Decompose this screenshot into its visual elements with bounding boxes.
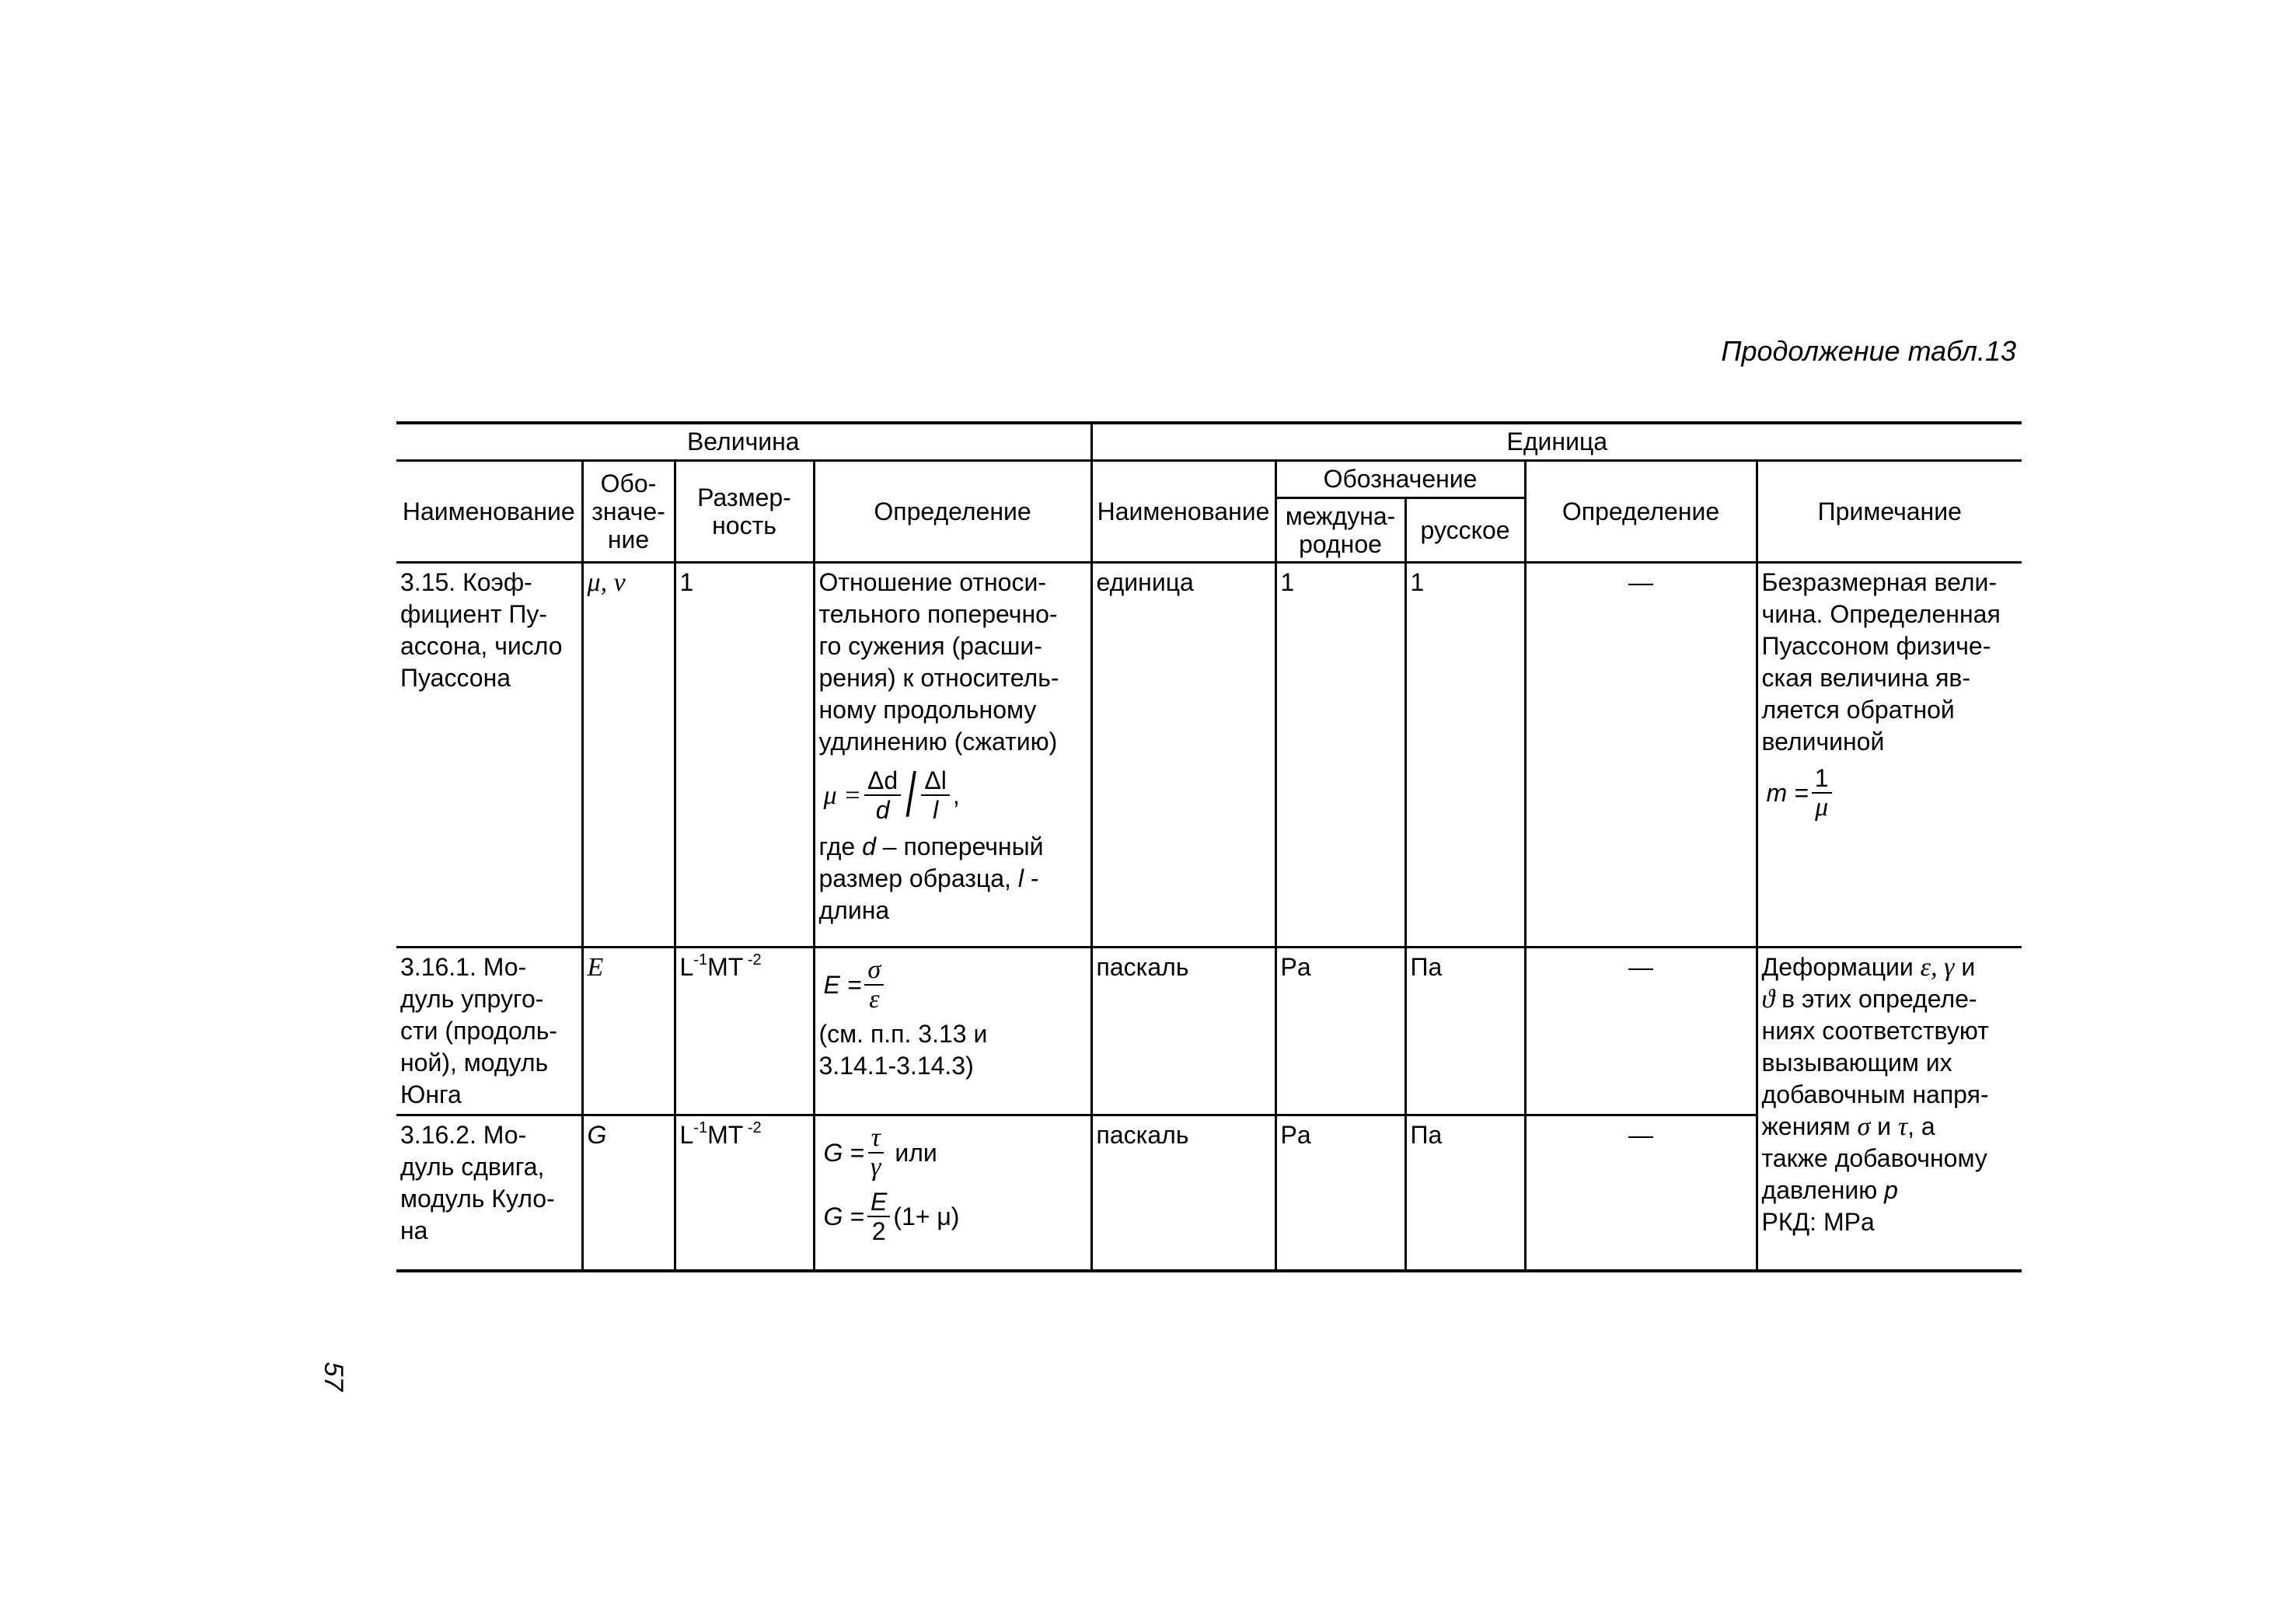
header-unit-symbol-ru: русское — [1405, 498, 1525, 563]
unit-definition: — — [1525, 1115, 1757, 1271]
unit-symbol-ru: Па — [1405, 1115, 1525, 1271]
young-formula — [824, 956, 1087, 1014]
unit-definition: — — [1525, 563, 1757, 948]
fraction-numerator: Δd — [864, 766, 901, 796]
dim-exp: -1 — [693, 951, 708, 969]
header-note: Примечание — [1757, 461, 2022, 563]
definition-text: (см. п.п. 3.13 и 3.14.1-3.14.3) — [818, 1020, 988, 1080]
symbol-tau: τ — [1897, 1112, 1908, 1141]
quantity-dimension — [675, 1115, 814, 1271]
quantity-symbol: G — [582, 1115, 675, 1271]
quantity-symbol: μ, ν — [582, 563, 675, 948]
symbol-theta: ϑ — [1761, 985, 1775, 1014]
text: , а также добавочному давлению — [1761, 1112, 1987, 1204]
dim-exp: -1 — [693, 1119, 708, 1136]
text: Деформации — [1761, 953, 1921, 981]
unit-definition: — — [1525, 948, 1757, 1115]
formula-lhs: m = — [1766, 778, 1809, 807]
fraction — [867, 1124, 884, 1181]
fraction-numerator: Δl — [921, 766, 949, 796]
header-unit-symbol-intl: междуна- родное — [1275, 498, 1405, 563]
fraction — [867, 1188, 890, 1245]
formula-tail: (1+ μ) — [893, 1202, 960, 1230]
header-unit-symbol: Обозначение — [1275, 461, 1525, 498]
table-caption: Продолжение табл.13 — [1721, 335, 2016, 367]
symbol-eps-gamma: ε, γ — [1920, 953, 1955, 982]
header-quantity-name: Наименование — [396, 461, 582, 563]
dim-exp: -2 — [743, 951, 762, 969]
fraction-numerator: τ — [868, 1124, 884, 1154]
fraction-numerator: 1 — [1812, 764, 1832, 794]
dim-base: L — [679, 953, 694, 981]
text: и — [1870, 1112, 1898, 1140]
quantity-dimension: 1 — [675, 563, 814, 948]
text: – поперечный размер образца, — [818, 832, 1044, 892]
unit-name: паскаль — [1091, 1115, 1275, 1271]
quantity-name: 3.15. Коэф- фициент Пу- ассона, число Пуассона — [396, 563, 582, 948]
units-table — [396, 421, 2022, 1272]
quantity-name: 3.16.1. Мо- дуль упруго- сти (продоль- ной), модуль Юнга — [396, 948, 582, 1115]
table-row — [396, 563, 2022, 948]
formula-lhs: G = — [823, 1202, 864, 1230]
shear-formula-2 — [824, 1188, 1087, 1245]
page-number: 57 — [319, 1362, 348, 1391]
quantity-name: 3.16.2. Мо- дуль сдвига, модуль Куло- на — [396, 1115, 582, 1271]
var-d: d — [862, 832, 876, 860]
header-unit-definition: Определение — [1525, 461, 1757, 563]
formula-lhs: E = — [823, 970, 862, 999]
poisson-formula — [823, 760, 1087, 829]
quantity-definition — [814, 1115, 1091, 1271]
unit-symbol-ru: 1 — [1405, 563, 1525, 948]
quantity-definition — [814, 563, 1091, 948]
formula-tail: , — [952, 780, 960, 809]
unit-name: единица — [1091, 563, 1275, 948]
unit-symbol-intl: 1 — [1275, 563, 1405, 948]
division-slash: / — [905, 760, 916, 829]
fraction-denominator: γ — [870, 1153, 881, 1181]
fraction-denominator: μ — [1815, 793, 1829, 822]
formula-tail: или — [895, 1138, 937, 1167]
shear-formula-1 — [824, 1124, 1087, 1181]
text: РКД: MPa — [1761, 1208, 1875, 1236]
text: где — [818, 832, 863, 860]
unit-symbol-intl: Pa — [1275, 948, 1405, 1115]
unit-symbol-ru: Па — [1405, 948, 1525, 1115]
quantity-symbol: E — [582, 948, 675, 1115]
symbol-p: p — [1884, 1176, 1898, 1204]
fraction-numerator: E — [867, 1188, 890, 1217]
header-unit-group: Единица — [1091, 423, 2022, 461]
fraction — [864, 766, 901, 824]
header-quantity-symbol: Обо- значе- ние — [582, 461, 675, 563]
dim-mid: MT — [707, 953, 744, 981]
note — [1757, 563, 2022, 948]
fraction-denominator: ε — [869, 985, 880, 1014]
reciprocal-formula — [1767, 764, 2019, 822]
table-row — [396, 948, 2022, 1115]
formula-lhs: G = — [823, 1138, 864, 1167]
fraction — [1812, 764, 1832, 822]
fraction — [864, 956, 884, 1014]
symbol-sigma: σ — [1857, 1112, 1871, 1141]
fraction-denominator: d — [875, 796, 890, 824]
note-text: Безразмерная вели- чина. Определенная Пуассоном физиче- ская величина яв- ляется обратной величиной — [1761, 568, 2001, 756]
text: в этих определе- ниях соответствуют вызывающим их добавочным напря- жениям — [1761, 985, 1989, 1140]
quantity-dimension — [675, 948, 814, 1115]
dim-exp: -2 — [743, 1119, 762, 1136]
dim-mid: MT — [707, 1121, 744, 1149]
dim-base: L — [679, 1121, 694, 1149]
formula-lhs: μ = — [823, 780, 862, 810]
fraction-denominator: 2 — [871, 1217, 886, 1245]
header-quantity-definition: Определение — [814, 461, 1091, 563]
var-l: l — [1017, 864, 1024, 892]
definition-where — [819, 831, 1087, 927]
note — [1757, 948, 2022, 1271]
fraction-numerator: σ — [864, 956, 884, 986]
unit-name: паскаль — [1091, 948, 1275, 1115]
header-quantity-dimension: Размер- ность — [675, 461, 814, 563]
unit-symbol-intl: Pa — [1275, 1115, 1405, 1271]
header-unit-name: Наименование — [1091, 461, 1275, 563]
text: и — [1954, 953, 1976, 981]
fraction-denominator: l — [933, 796, 939, 824]
fraction — [921, 766, 949, 824]
header-quantity-group: Величина — [396, 423, 1091, 461]
definition-text: Отношение относи- тельного поперечно- го сужения (расши- рения) к относитель- ному продольному удлинению (сжатию) — [818, 568, 1059, 756]
text: - длина — [818, 864, 1039, 924]
quantity-definition — [814, 948, 1091, 1115]
